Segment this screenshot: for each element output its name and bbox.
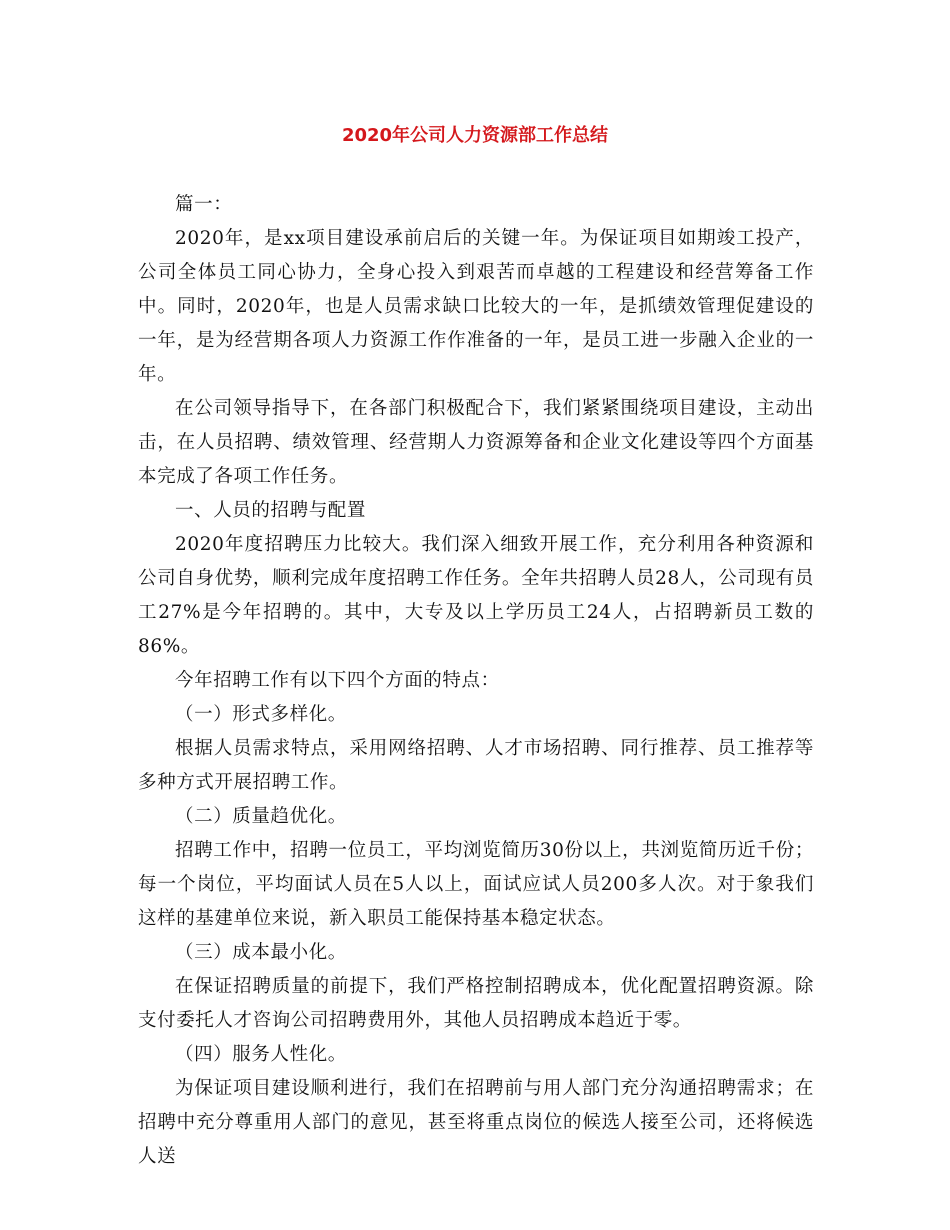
subsection-heading: （二）质量趋优化。 xyxy=(175,806,347,827)
paragraph: 根据人员需求特点，采用网络招聘、人才市场招聘、同行推荐、员工推荐等多种方式开展招聘工作。 xyxy=(138,738,814,793)
paragraph: 在保证招聘质量的前提下，我们严格控制招聘成本，优化配置招聘资源。除支付委托人才咨询公司招聘费用外，其他人员招聘成本趋近于零。 xyxy=(138,976,814,1031)
paragraph-heading-part-one: 篇一： xyxy=(175,194,233,215)
subsection-heading: （一）形式多样化。 xyxy=(175,704,347,725)
subsection-heading: （三）成本最小化。 xyxy=(175,942,347,963)
paragraph: 招聘工作中，招聘一位员工，平均浏览简历30份以上，共浏览简历近千份；每一个岗位，平均面试人员在5人以上，面试应试人员200多人次。对于象我们这样的基建单位来说，新入职员工能保持基本稳定状态。 xyxy=(138,840,814,929)
paragraph: 今年招聘工作有以下四个方面的特点： xyxy=(175,670,500,691)
paragraph: 为保证项目建设顺利进行，我们在招聘前与用人部门充分沟通招聘需求；在招聘中充分尊重用人部门的意见，甚至将重点岗位的候选人接至公司，还将候选人送 xyxy=(138,1078,814,1167)
paragraph: 在公司领导指导下，在各部门积极配合下，我们紧紧围绕项目建设，主动出击，在人员招聘、绩效管理、经营期人力资源筹备和企业文化建设等四个方面基本完成了各项工作任务。 xyxy=(138,398,814,487)
section-heading: 一、人员的招聘与配置 xyxy=(175,500,367,521)
paragraph: 2020年度招聘压力比较大。我们深入细致开展工作，充分利用各种资源和公司自身优势，顺利完成年度招聘工作任务。全年共招聘人员28人，公司现有员工27%是今年招聘的。其中，大专及以上学历员工24人，占招聘新员工数的86%。 xyxy=(138,534,814,657)
paragraph: 2020年，是xx项目建设承前启后的关键一年。为保证项目如期竣工投产，公司全体员工同心协力，全身心投入到艰苦而卓越的工程建设和经营筹备工作中。同时，2020年，也是人员需求缺口比较大的一年，是抓绩效管理促建设的一年，是为经营期各项人力资源工作作准备的一年，是员工进一步融入企业的一年。 xyxy=(138,228,814,385)
document-body xyxy=(138,188,814,1174)
subsection-heading: （四）服务人性化。 xyxy=(175,1044,347,1065)
document-title: 2020年公司人力资源部工作总结 xyxy=(341,125,609,146)
